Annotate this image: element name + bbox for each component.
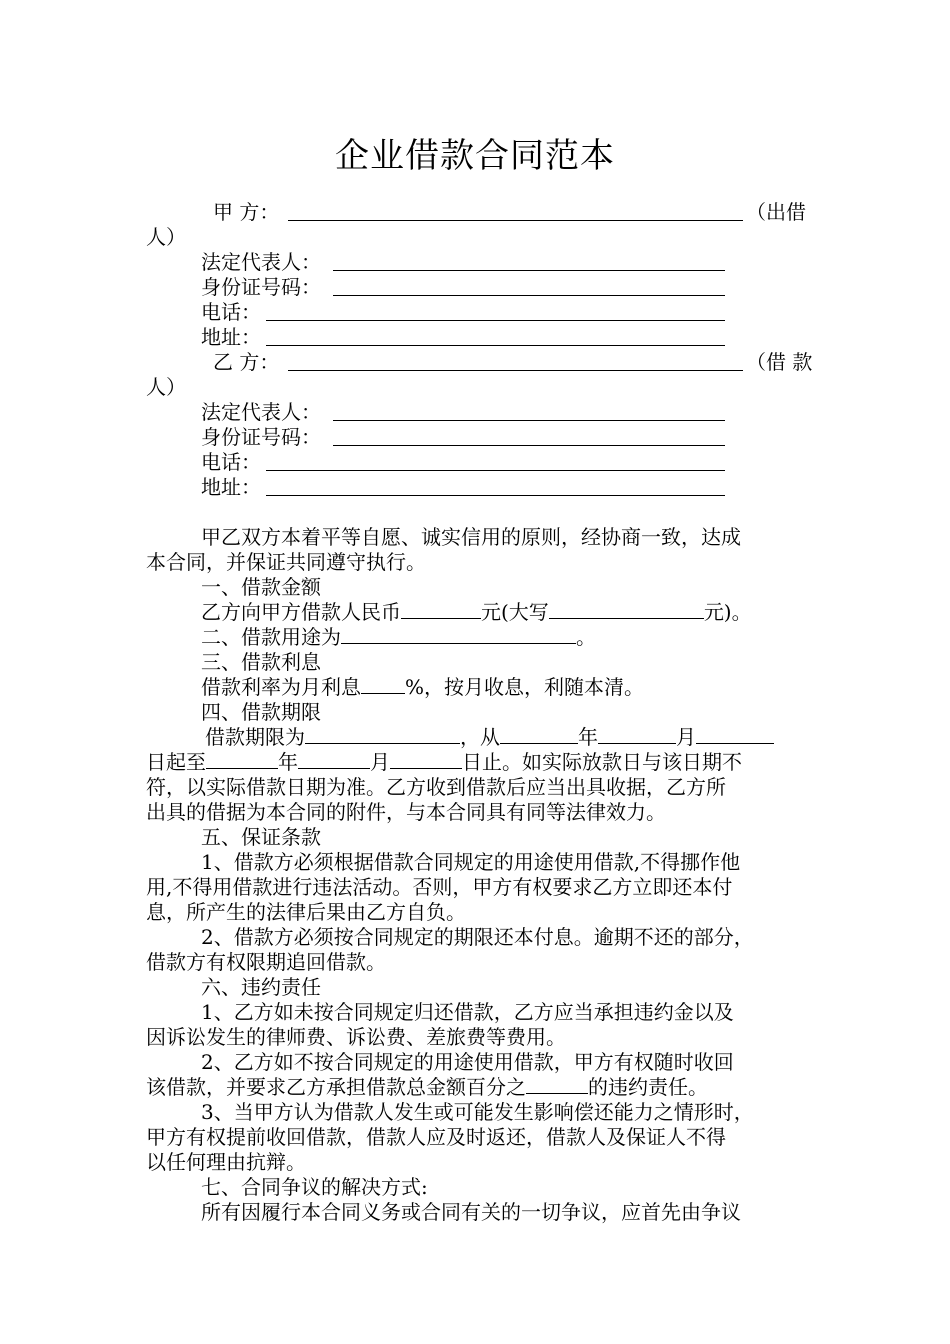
section-6-clause-3-line-3: 以任何理由抗辩。 [146, 1150, 306, 1174]
party-a-address-blank [266, 328, 725, 346]
section-6-clause-1-line-1: 1、乙方如未按合同规定归还借款，乙方应当承担违约金以及 [201, 1000, 734, 1024]
party-b-label: 乙 方： [213, 350, 280, 374]
party-a-id-blank [333, 278, 725, 296]
section-1-heading: 一、借款金额 [201, 575, 321, 599]
intro-line-2: 本合同，并保证共同遵守执行。 [146, 550, 426, 574]
party-b-phone-blank [266, 453, 725, 471]
section-6-clause-3-line-1: 3、当甲方认为借款人发生或可能发生影响偿还能力之情形时， [201, 1100, 754, 1124]
amount-words-blank [549, 601, 704, 619]
section-5-clause-1-line-2: 用,不得用借款进行违法活动。否则，甲方有权要求乙方立即还本付 [146, 875, 733, 899]
party-a-role-wrap: 人） [146, 225, 186, 249]
end-year-blank [206, 751, 278, 769]
start-month-blank [598, 726, 676, 744]
section-7-heading: 七、合同争议的解决方式: [201, 1175, 428, 1199]
party-b-role-wrap: 人） [146, 375, 186, 399]
party-b-address-blank [266, 478, 725, 496]
section-7-line-1: 所有因履行本合同义务或合同有关的一切争议，应首先由争议 [201, 1200, 741, 1224]
section-5-clause-2-line-1: 2、借款方必须按合同规定的期限还本付息。逾期不还的部分， [201, 925, 754, 949]
page-title: 企业借款合同范本 [335, 136, 615, 176]
start-day-blank [696, 726, 774, 744]
section-5-clause-1-line-3: 息，所产生的法律后果由乙方自负。 [146, 900, 466, 924]
section-6-clause-2-line-1: 2、乙方如不按合同规定的用途使用借款，甲方有权随时收回 [201, 1050, 734, 1074]
interest-blank [361, 676, 405, 694]
purpose-blank [341, 626, 576, 644]
party-b-blank [288, 353, 743, 371]
section-3-text: 借款利率为月利息 %，按月收息，利随本清。 [201, 675, 645, 699]
section-4-heading: 四、借款期限 [201, 700, 321, 724]
party-a-rep-blank [333, 253, 725, 271]
party-a-id-label: 身份证号码： [201, 275, 321, 299]
section-6-clause-3-line-2: 甲方有权提前收回借款，借款人应及时返还，借款人及保证人不得 [146, 1125, 726, 1149]
amount-blank [401, 601, 481, 619]
party-b-id-label: 身份证号码： [201, 425, 321, 449]
penalty-percent-blank [526, 1076, 588, 1094]
section-5-clause-1-line-1: 1、借款方必须根据借款合同规定的用途使用借款,不得挪作他 [201, 850, 741, 874]
section-4-line-2: 日起至 年 月 日止。如实际放款日与该日期不 [146, 750, 742, 774]
section-3-heading: 三、借款利息 [201, 650, 321, 674]
party-a-address-label: 地址： [201, 325, 261, 349]
party-b-address-label: 地址： [201, 475, 261, 499]
party-a-rep-label: 法定代表人： [201, 250, 321, 274]
party-a-role: （出借 [746, 200, 806, 224]
party-a-phone-blank [266, 303, 725, 321]
section-5-heading: 五、保证条款 [201, 825, 321, 849]
start-year-blank [500, 726, 578, 744]
section-2-text: 二、借款用途为 。 [201, 625, 596, 649]
section-4-line-1: 借款期限为 ，从 年 月 [205, 725, 774, 749]
section-1-text: 乙方向甲方借款人民币 元(大写 元)。 [201, 600, 752, 624]
section-6-clause-2-line-2: 该借款，并要求乙方承担借款总金额百分之 的违约责任。 [146, 1075, 708, 1099]
end-month-blank [298, 751, 370, 769]
section-4-line-3: 符，以实际借款日期为准。乙方收到借款后应当出具收据，乙方所 [146, 775, 726, 799]
section-4-line-4: 出具的借据为本合同的附件，与本合同具有同等法律效力。 [146, 800, 666, 824]
party-b-role: （借 款 [746, 350, 813, 374]
section-6-clause-1-line-2: 因诉讼发生的律师费、诉讼费、差旅费等费用。 [146, 1025, 566, 1049]
end-day-blank [390, 751, 462, 769]
intro-line-1: 甲乙双方本着平等自愿、诚实信用的原则，经协商一致，达成 [201, 525, 741, 549]
party-a-blank [288, 203, 743, 221]
party-a-phone-label: 电话： [201, 300, 261, 324]
party-b-id-blank [333, 428, 725, 446]
party-a-label: 甲 方： [213, 200, 280, 224]
party-b-rep-label: 法定代表人： [201, 400, 321, 424]
party-b-phone-label: 电话： [201, 450, 261, 474]
section-5-clause-2-line-2: 借款方有权限期追回借款。 [146, 950, 386, 974]
party-b-rep-blank [333, 403, 725, 421]
term-blank [305, 726, 460, 744]
section-6-heading: 六、违约责任 [201, 975, 321, 999]
